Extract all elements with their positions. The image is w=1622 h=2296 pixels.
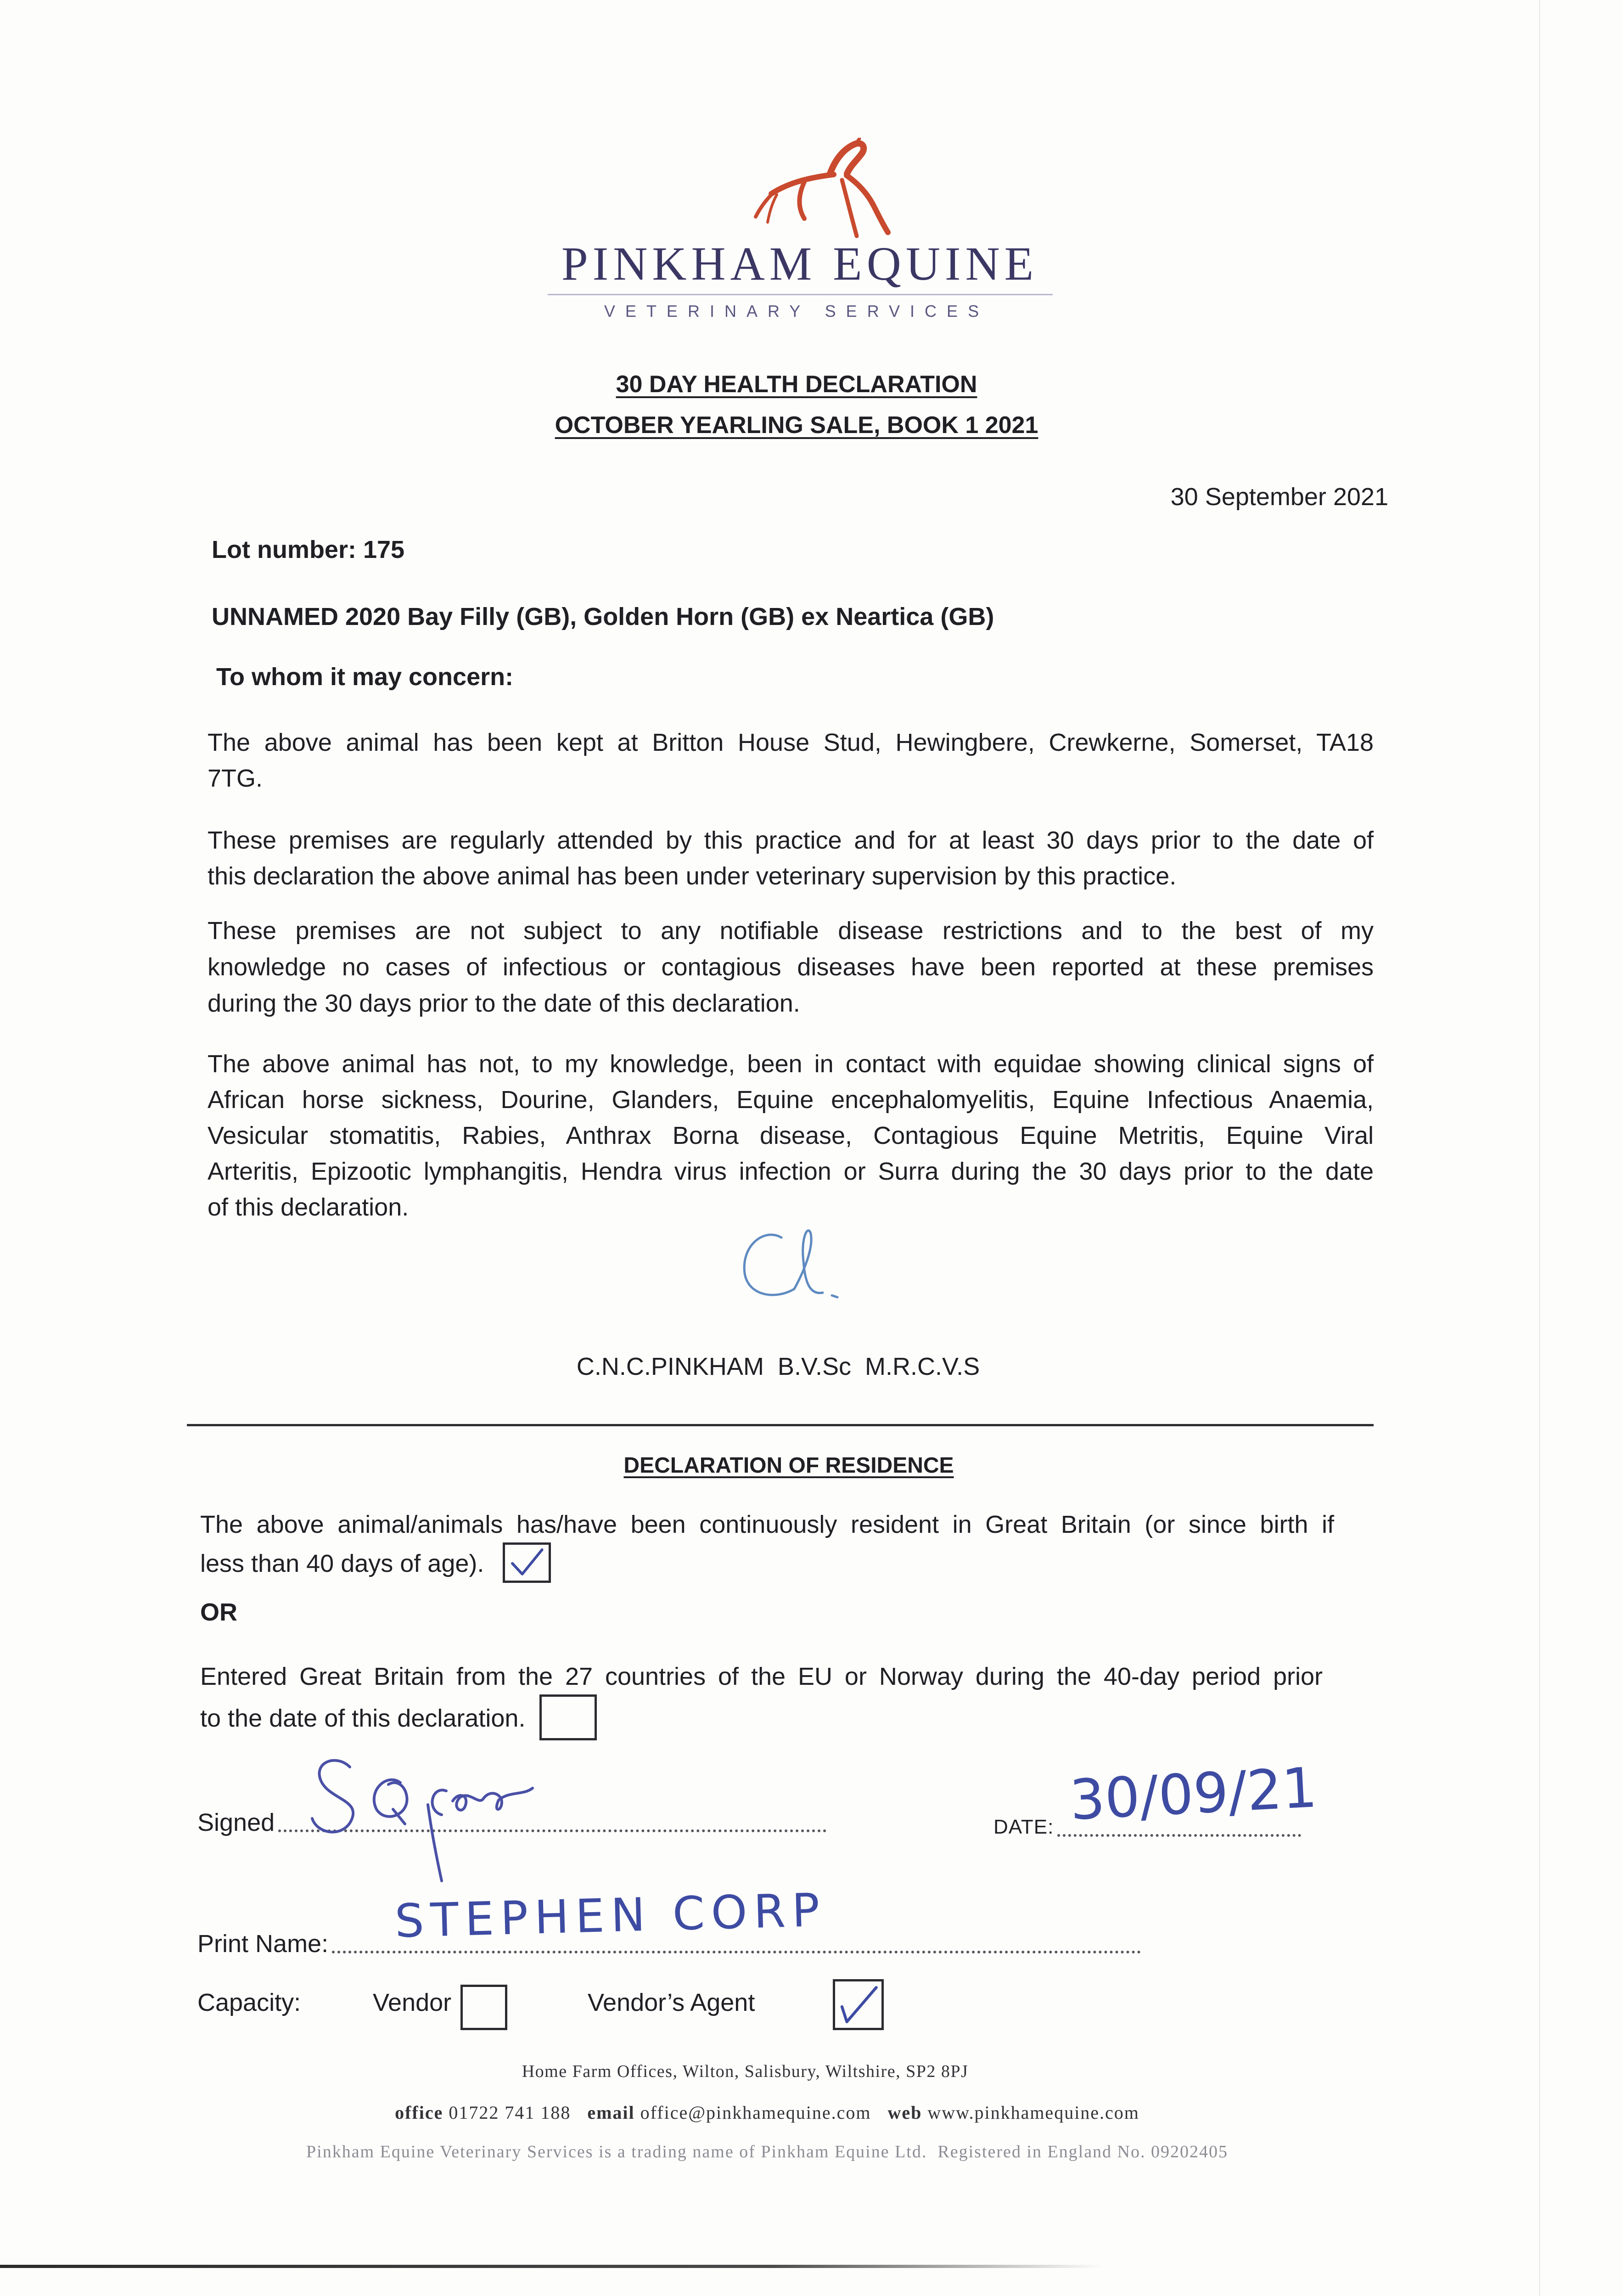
- horse-logo-icon: [753, 138, 891, 243]
- horse-description: UNNAMED 2020 Bay Filly (GB), Golden Horn (GB) ex Neartica (GB): [212, 603, 994, 630]
- vendor-checkbox: [460, 1985, 507, 2030]
- paragraph-diseases: [208, 1046, 1374, 1225]
- document-title: 30 DAY HEALTH DECLARATION: [616, 371, 977, 398]
- vet-signatory: C.N.C.PINKHAM B.V.Sc M.R.C.V.S: [576, 1353, 980, 1380]
- lot-number-value: 175: [363, 536, 405, 563]
- paragraph-line: African horse sickness, Dourine, Glanders, Equine encephalomyelitis, Equine Infectious Anaemia,: [208, 1086, 1374, 1114]
- option-line: Entered Great Britain from the 27 countries of the EU or Norway during the 40-day period prior: [200, 1663, 1323, 1690]
- date-label: DATE:: [993, 1816, 1054, 1838]
- vendor-signature: [294, 1740, 606, 1887]
- scan-edge-line: [0, 2265, 1102, 2268]
- paragraph-line: Vesicular stomatitis, Rabies, Anthrax Borna disease, Contagious Equine Metritis, Equine Viral: [208, 1122, 1374, 1149]
- paragraph-supervision: [208, 822, 1374, 894]
- paragraph-line: The above animal has not, to my knowledge, been in contact with equidae showing clinical signs of: [208, 1050, 1374, 1078]
- footer-address: Home Farm Offices, Wilton, Salisbury, Wiltshire, SP2 8PJ: [522, 2062, 969, 2081]
- handwritten-print-name: STEPHEN CORP: [394, 1883, 827, 1948]
- option-line: to the date of this declaration.: [200, 1705, 526, 1732]
- office-label: office: [395, 2102, 443, 2123]
- paragraph-line: These premises are not subject to any notifiable disease restrictions and to the best of my: [208, 917, 1374, 945]
- footer-contact: [0, 2101, 1534, 2124]
- residence-heading: DECLARATION OF RESIDENCE: [623, 1453, 954, 1478]
- vendors-agent-label: Vendor’s Agent: [588, 1989, 755, 2016]
- paragraph-restrictions: [208, 913, 1374, 1022]
- vendors-agent-checkbox: [833, 1979, 884, 2030]
- paragraph-line: The above animal has been kept at Britton House Stud, Hewingbere, Crewkerne, Somerset, TA18: [208, 729, 1374, 756]
- resident-checkbox: [503, 1542, 551, 1583]
- paragraph-line: Arteritis, Epizootic lymphangitis, Hendra virus infection or Surra during the 30 days prior to the date: [208, 1158, 1374, 1185]
- document-date: 30 September 2021: [1170, 483, 1388, 511]
- lot-number: [212, 532, 404, 568]
- date-dotted-line: [1057, 1834, 1301, 1837]
- paragraph-line: of this declaration.: [208, 1193, 409, 1221]
- checkmark-icon: [508, 1547, 546, 1579]
- signed-label: Signed: [197, 1809, 275, 1836]
- web-label: web: [887, 2102, 922, 2123]
- vendor-label: Vendor: [373, 1989, 452, 2016]
- checkmark-icon: [838, 1983, 879, 2026]
- paragraph-line: These premises are regularly attended by this practice and for at least 30 days prior to the date of: [208, 827, 1374, 854]
- or-label: OR: [200, 1598, 237, 1626]
- footer-legal: Pinkham Equine Veterinary Services is a trading name of Pinkham Equine Ltd. Registered in England No. 09202405: [306, 2142, 1228, 2161]
- document-subtitle: OCTOBER YEARLING SALE, BOOK 1 2021: [555, 412, 1038, 439]
- option-line-wrap: [200, 1542, 1334, 1583]
- residence-option-entered: [200, 1659, 1323, 1740]
- brand-divider: [548, 294, 1053, 295]
- vet-signature: [725, 1219, 872, 1311]
- office-phone: 01722 741 188: [449, 2102, 571, 2123]
- section-divider: [187, 1424, 1374, 1426]
- residence-option-resident: [200, 1507, 1334, 1583]
- paragraph-line: during the 30 days prior to the date of this declaration.: [208, 990, 800, 1017]
- entered-checkbox: [539, 1694, 597, 1740]
- option-line: less than 40 days of age).: [200, 1550, 484, 1577]
- email-label: email: [587, 2102, 635, 2123]
- paragraph-premises: [208, 725, 1374, 796]
- handwritten-date: 30/09/21: [1068, 1756, 1319, 1833]
- option-line-wrap: [200, 1694, 1323, 1740]
- lot-number-label: Lot number:: [212, 536, 356, 563]
- brand-tagline: VETERINARY SERVICES: [604, 302, 989, 321]
- email-address: office@pinkhamequine.com: [640, 2102, 871, 2123]
- scan-fold-line: [1539, 0, 1540, 2296]
- salutation: To whom it may concern:: [216, 663, 514, 691]
- paragraph-line: knowledge no cases of infectious or contagious diseases have been reported at these premises: [208, 953, 1374, 981]
- option-line: The above animal/animals has/have been continuously resident in Great Britain (or since birth if: [200, 1511, 1334, 1538]
- paragraph-line: this declaration the above animal has been under veterinary supervision by this practice.: [208, 862, 1177, 890]
- brand-name: PINKHAM EQUINE: [561, 237, 1038, 290]
- web-address: www.pinkhamequine.com: [927, 2102, 1139, 2123]
- capacity-label: Capacity:: [197, 1989, 301, 2016]
- print-name-dotted-line: [332, 1951, 1141, 1953]
- print-name-label: Print Name:: [197, 1930, 329, 1958]
- paragraph-line: 7TG.: [208, 765, 263, 792]
